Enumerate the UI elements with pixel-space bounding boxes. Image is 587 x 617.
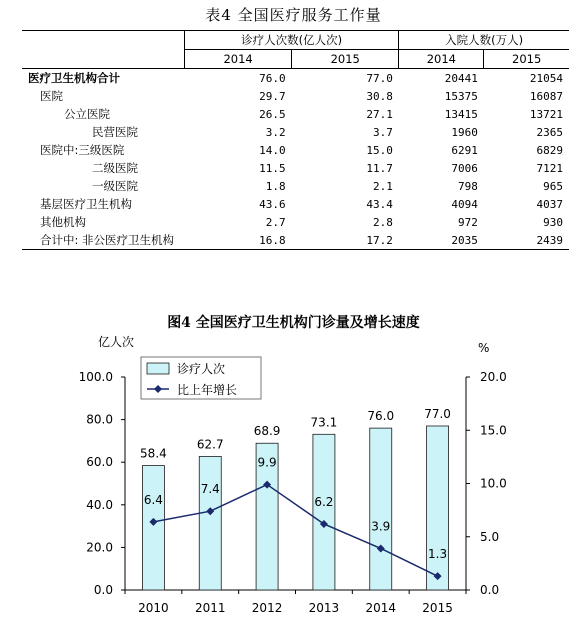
- cell: 26.5: [259, 107, 286, 121]
- table-row: [22, 123, 569, 141]
- cell: 798: [458, 179, 478, 193]
- cell: 7121: [536, 161, 563, 175]
- bar-data-label: 77.0: [424, 406, 451, 421]
- growth-data-label: 7.4: [200, 482, 220, 497]
- cell: 15.0: [366, 143, 393, 157]
- bar-data-label: 68.9: [253, 424, 281, 439]
- row-label: 医院中:三级医院: [40, 143, 125, 157]
- cell: 3.7: [372, 125, 393, 139]
- bar-data-label: 62.7: [196, 437, 224, 452]
- bar-data-label: 58.4: [140, 446, 167, 461]
- right-axis-label: %: [478, 341, 490, 355]
- legend-label-line: 比上年增长: [177, 383, 238, 397]
- legend-swatch-bar: [147, 363, 169, 374]
- cell: 2.8: [372, 215, 393, 229]
- growth-data-label: 9.9: [257, 455, 277, 470]
- legend-label-bar: 诊疗人次: [177, 362, 226, 376]
- left-tick-label: 0.0: [93, 583, 113, 597]
- cell: 972: [458, 215, 478, 229]
- cell: 17.2: [292, 231, 399, 250]
- cell: 6291: [451, 143, 478, 157]
- right-tick-label: 10.0: [480, 476, 507, 491]
- row-label: 二级医院: [92, 161, 138, 175]
- cell: 6829: [536, 143, 563, 157]
- cell: 43.6: [259, 197, 286, 211]
- table-row: [22, 177, 569, 195]
- table-row: [22, 213, 569, 231]
- bar: [199, 456, 221, 590]
- table-title: 表4 全国医疗服务工作量: [205, 6, 382, 24]
- row-label: 医疗卫生机构合计: [28, 71, 120, 85]
- x-tick-label: 2014: [365, 601, 397, 615]
- cell: 2365: [536, 125, 563, 139]
- cell: 4094: [451, 197, 478, 211]
- growth-data-label: 1.3: [428, 547, 448, 562]
- x-tick-label: 2013: [308, 601, 340, 615]
- row-label: 基层医疗卫生机构: [40, 197, 132, 211]
- cell: 76.0: [259, 71, 286, 85]
- cell: 930: [543, 215, 563, 229]
- col-group-visits: 诊疗人次数(亿人次): [185, 31, 399, 50]
- cell: 13721: [529, 107, 563, 121]
- bar-data-label: 76.0: [367, 409, 395, 424]
- bar: [142, 466, 164, 590]
- cell: 4037: [536, 197, 563, 211]
- cell: 43.4: [366, 197, 393, 211]
- table-row: [22, 159, 569, 177]
- x-tick-label: 2012: [251, 601, 283, 615]
- table-row: [22, 195, 569, 213]
- cell: 15375: [444, 89, 478, 103]
- cell: 3.2: [265, 125, 286, 139]
- growth-data-label: 6.4: [143, 492, 163, 507]
- row-label: 合计中: 非公医疗卫生机构: [22, 231, 185, 250]
- year-header: 2014: [399, 50, 484, 69]
- right-tick-label: 15.0: [480, 423, 507, 438]
- row-label: 公立医院: [64, 107, 110, 121]
- growth-series-line: [153, 485, 437, 577]
- left-tick-label: 40.0: [86, 497, 113, 512]
- cell: 16087: [529, 89, 563, 103]
- row-label: 医院: [40, 89, 63, 103]
- right-tick-label: 20.0: [480, 370, 507, 384]
- row-label: 一级医院: [92, 179, 138, 193]
- medical-service-table: [22, 30, 569, 250]
- growth-data-label: 6.2: [314, 494, 334, 509]
- cell: 2439: [484, 231, 569, 250]
- bar: [370, 428, 392, 590]
- cell: 11.5: [259, 161, 286, 175]
- table-row: [22, 231, 569, 250]
- combo-chart: [0, 330, 587, 617]
- bar: [313, 434, 335, 590]
- table-row: [22, 69, 569, 88]
- table-row: [22, 87, 569, 105]
- bar-data-label: 73.1: [310, 415, 338, 430]
- x-tick-label: 2011: [194, 601, 226, 615]
- row-label: 其他机构: [40, 215, 86, 229]
- cell: 14.0: [259, 143, 286, 157]
- cell: 29.7: [259, 89, 286, 103]
- left-axis-label: 亿人次: [98, 335, 135, 349]
- cell: 30.8: [366, 89, 393, 103]
- cell: 2035: [399, 231, 484, 250]
- left-tick-label: 20.0: [86, 540, 113, 555]
- year-header: 2015: [484, 50, 569, 69]
- row-label: 民营医院: [92, 125, 138, 139]
- cell: 21054: [529, 71, 563, 85]
- right-tick-label: 5.0: [480, 529, 500, 544]
- cell: 20441: [444, 71, 478, 85]
- table-row: [22, 105, 569, 123]
- x-tick-label: 2015: [422, 601, 453, 615]
- cell: 2.1: [372, 179, 393, 193]
- left-tick-label: 80.0: [86, 412, 113, 427]
- year-header: 2015: [292, 50, 399, 69]
- cell: 77.0: [366, 71, 393, 85]
- chart-title: 图4 全国医疗卫生机构门诊量及增长速度: [167, 315, 420, 331]
- table-corner: [22, 31, 185, 50]
- cell: 16.8: [185, 231, 292, 250]
- left-tick-label: 60.0: [86, 455, 113, 470]
- col-group-admissions: 入院人数(万人): [399, 31, 569, 50]
- cell: 27.1: [366, 107, 393, 121]
- cell: 1960: [451, 125, 478, 139]
- table-row: [22, 141, 569, 159]
- right-tick-label: 0.0: [480, 583, 500, 597]
- x-tick-label: 2010: [138, 601, 169, 615]
- growth-data-label: 3.9: [371, 519, 391, 534]
- year-header: 2014: [185, 50, 292, 69]
- cell: 11.7: [366, 161, 393, 175]
- cell: 13415: [444, 107, 478, 121]
- cell: 965: [543, 179, 563, 193]
- bar: [427, 426, 449, 590]
- cell: 1.8: [265, 179, 286, 193]
- left-tick-label: 100.0: [78, 370, 113, 384]
- cell: 7006: [451, 161, 478, 175]
- cell: 2.7: [265, 215, 286, 229]
